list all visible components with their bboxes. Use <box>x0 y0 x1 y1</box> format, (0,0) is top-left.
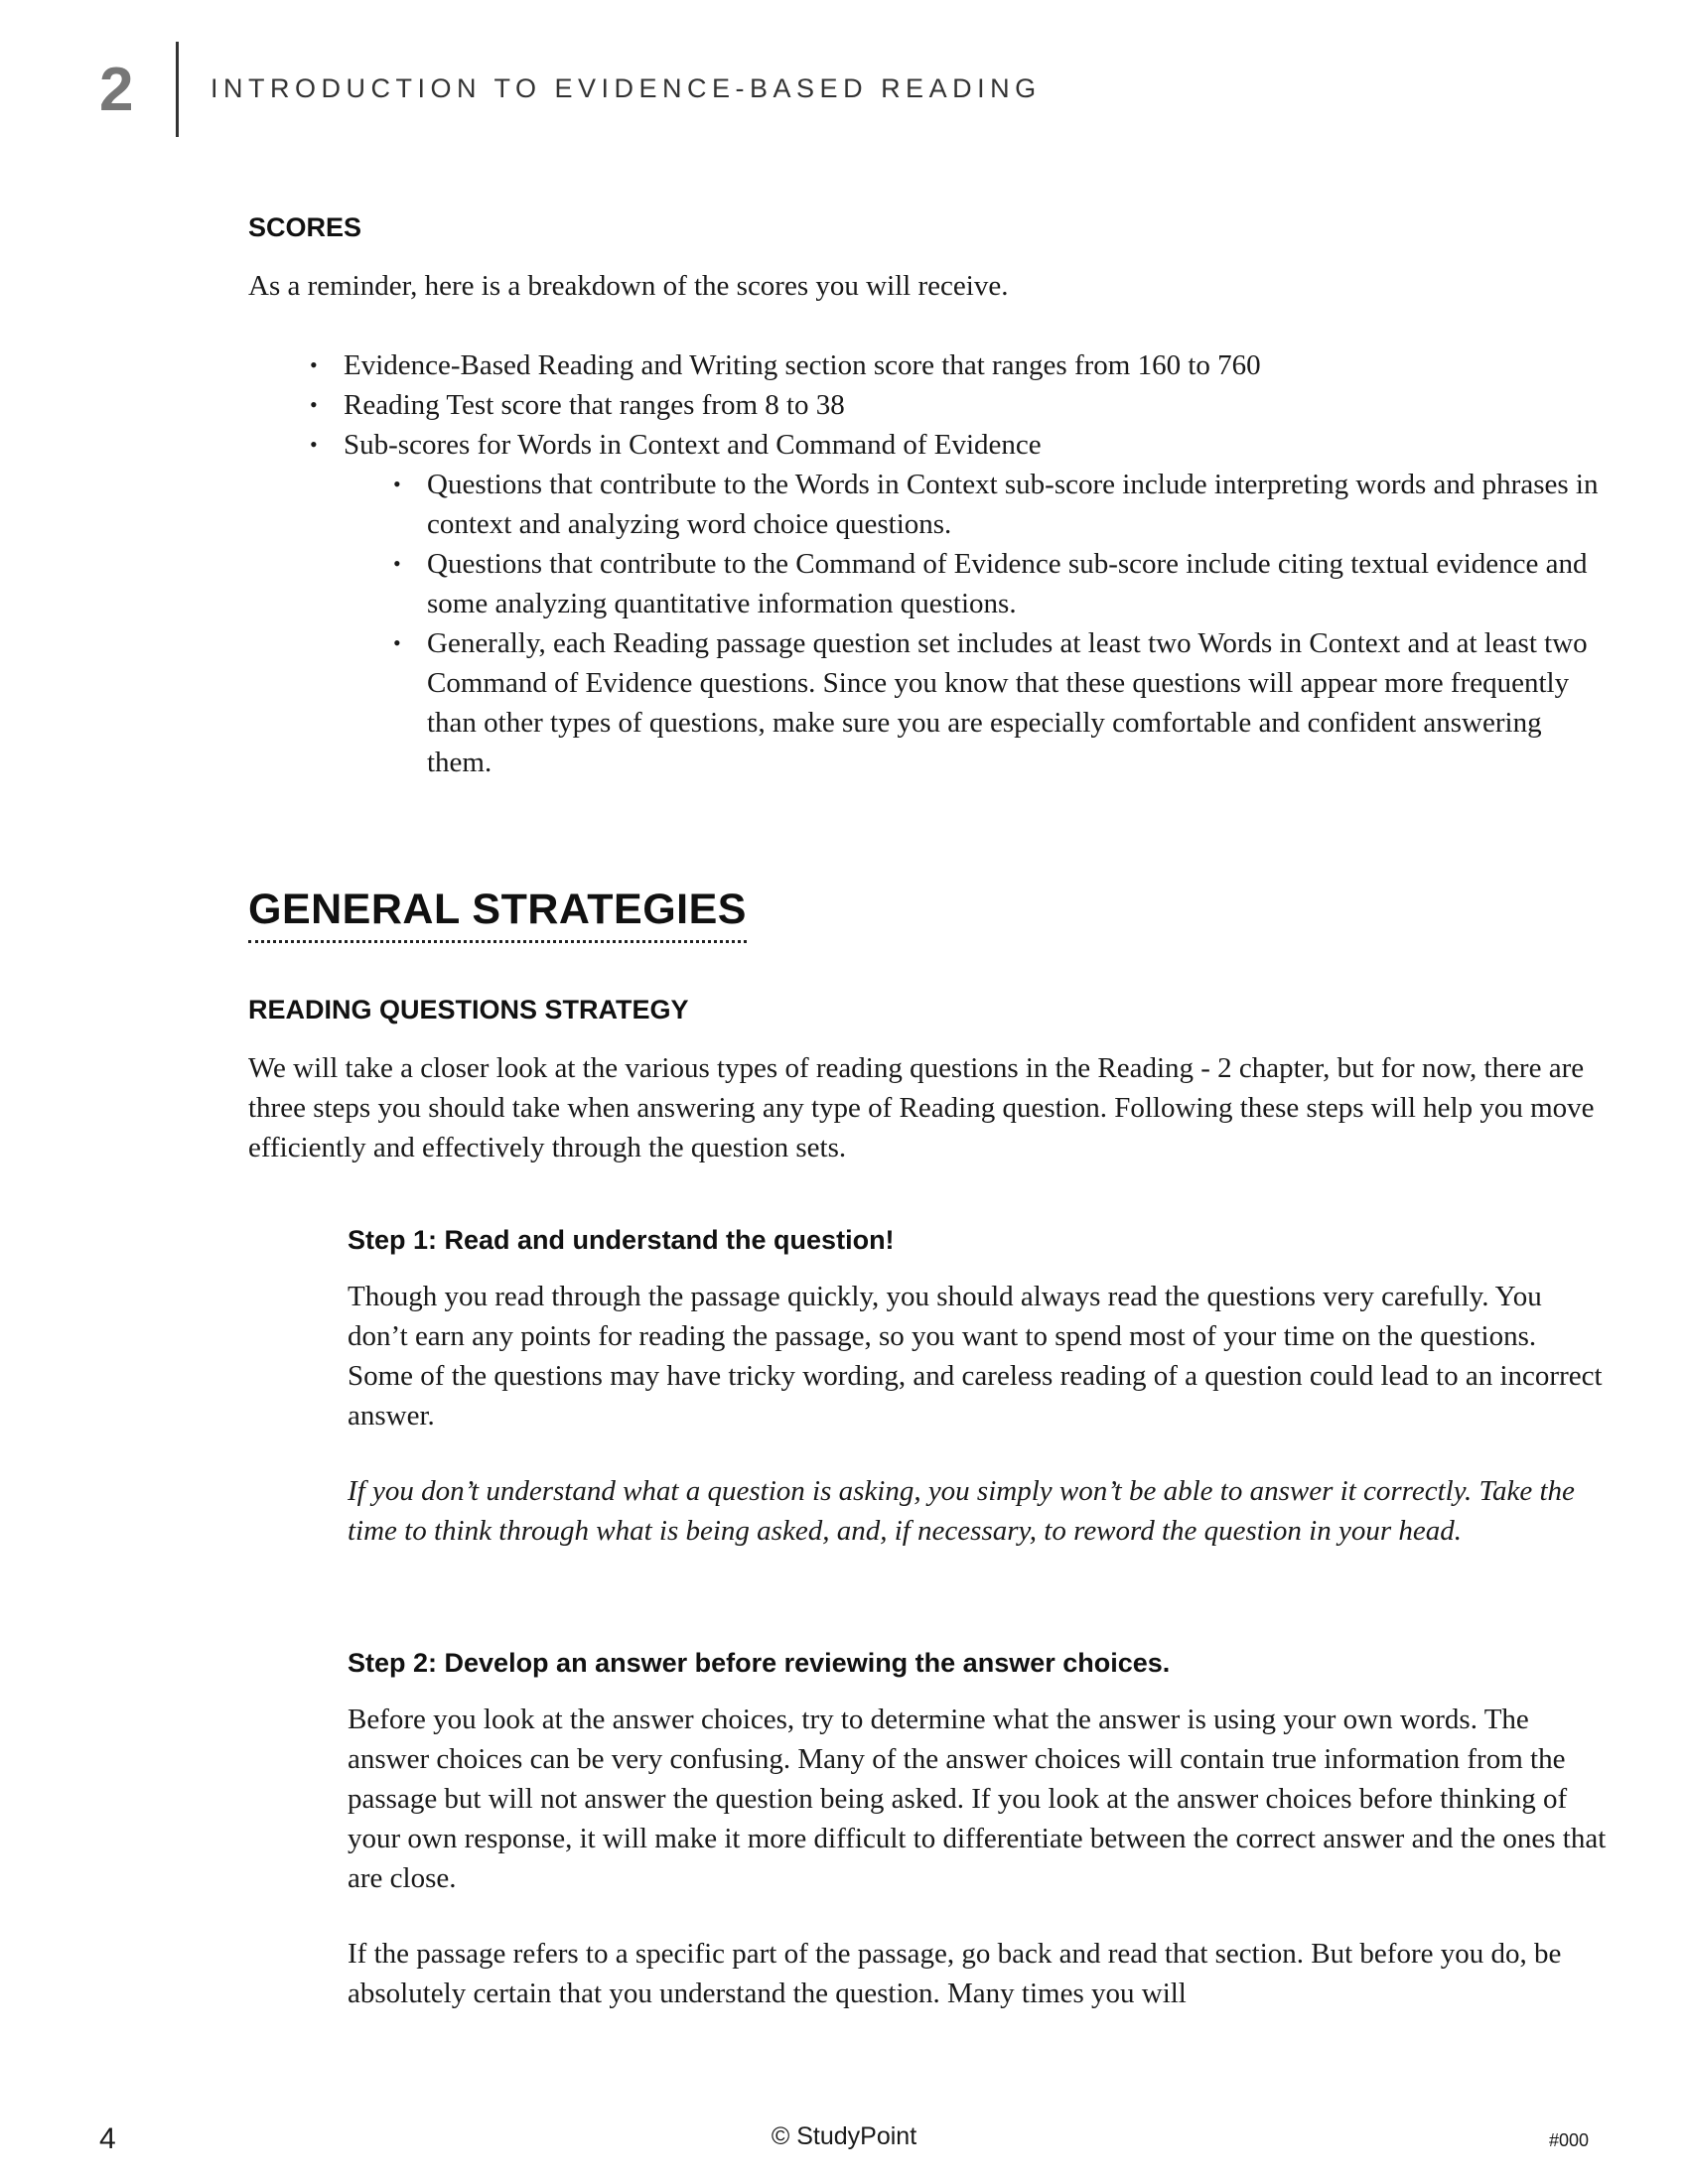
document-code: #000 <box>1548 2130 1589 2150</box>
scores-intro: As a reminder, here is a breakdown of the scores you will receive. <box>248 270 1009 302</box>
strategy-intro: We will take a closer look at the various types of reading questions in the Reading - 2 chapter, but for now, there are three steps you should take when answering any type of Reading question. Following these steps will help you move efficiently and effectively through the question sets. <box>248 1052 1595 1163</box>
list-item: • Questions that contribute to the Command of Evidence sub-score include citing textual evidence and some analyzing quantitative information questions. <box>393 544 1601 623</box>
section-heading: GENERAL STRATEGIES <box>248 886 747 943</box>
chapter-number: 2 <box>99 56 134 124</box>
step-1-note: If you don’t understand what a question is asking, you simply won’t be able to answer it correctly. Take the time to think through what is being asked, and, if necessary, to reword the question in your head. <box>348 1475 1575 1547</box>
copyright: © StudyPoint <box>771 2122 917 2150</box>
scores-list <box>310 345 1601 782</box>
step-1-body: Though you read through the passage quickly, you should always read the questions very carefully. You don’t earn any points for reading the passage, so you want to spend most of your time on the questions. Some of the questions may have tricky wording, and careless reading of a question could lead to an incorrect answer. <box>348 1281 1603 1432</box>
list-item: • Questions that contribute to the Words in Context sub-score include interpreting words and phrases in context and analyzing word choice questions. <box>393 465 1601 544</box>
list-item: • Evidence-Based Reading and Writing section score that ranges from 160 to 760 <box>310 345 1601 385</box>
chapter-title: INTRODUCTION TO EVIDENCE-BASED READING <box>211 73 1042 103</box>
strategy-subheading: READING QUESTIONS STRATEGY <box>248 995 689 1024</box>
list-item: • Generally, each Reading passage question set includes at least two Words in Context and at least two Command of Evidence questions. Since you know that these questions will appear more frequently than other types of questions, make sure you are especially comfortable and confident answering them. <box>393 623 1601 782</box>
step-1-heading: Step 1: Read and understand the question! <box>348 1225 895 1255</box>
list-item: • Reading Test score that ranges from 8 to 38 <box>310 385 1601 425</box>
sub-scores-list <box>393 465 1601 782</box>
step-2-body-continued: If the passage refers to a specific part of the passage, go back and read that section. But before you do, be absolutely certain that you understand the question. Many times you will <box>348 1938 1562 2009</box>
scores-heading: SCORES <box>248 212 362 242</box>
step-2-body: Before you look at the answer choices, try to determine what the answer is using your own words. The answer choices can be very confusing. Many of the answer choices will contain true information from the passage but will not answer the question being asked. If you look at the answer choices before thinking of your own response, it will make it more difficult to differentiate between the correct answer and the ones that are close. <box>348 1704 1607 1894</box>
page-number: 4 <box>99 2122 116 2155</box>
header-divider <box>176 42 179 137</box>
step-2-heading: Step 2: Develop an answer before reviewing the answer choices. <box>348 1648 1171 1678</box>
list-item: • Sub-scores for Words in Context and Command of Evidence <box>310 425 1601 465</box>
